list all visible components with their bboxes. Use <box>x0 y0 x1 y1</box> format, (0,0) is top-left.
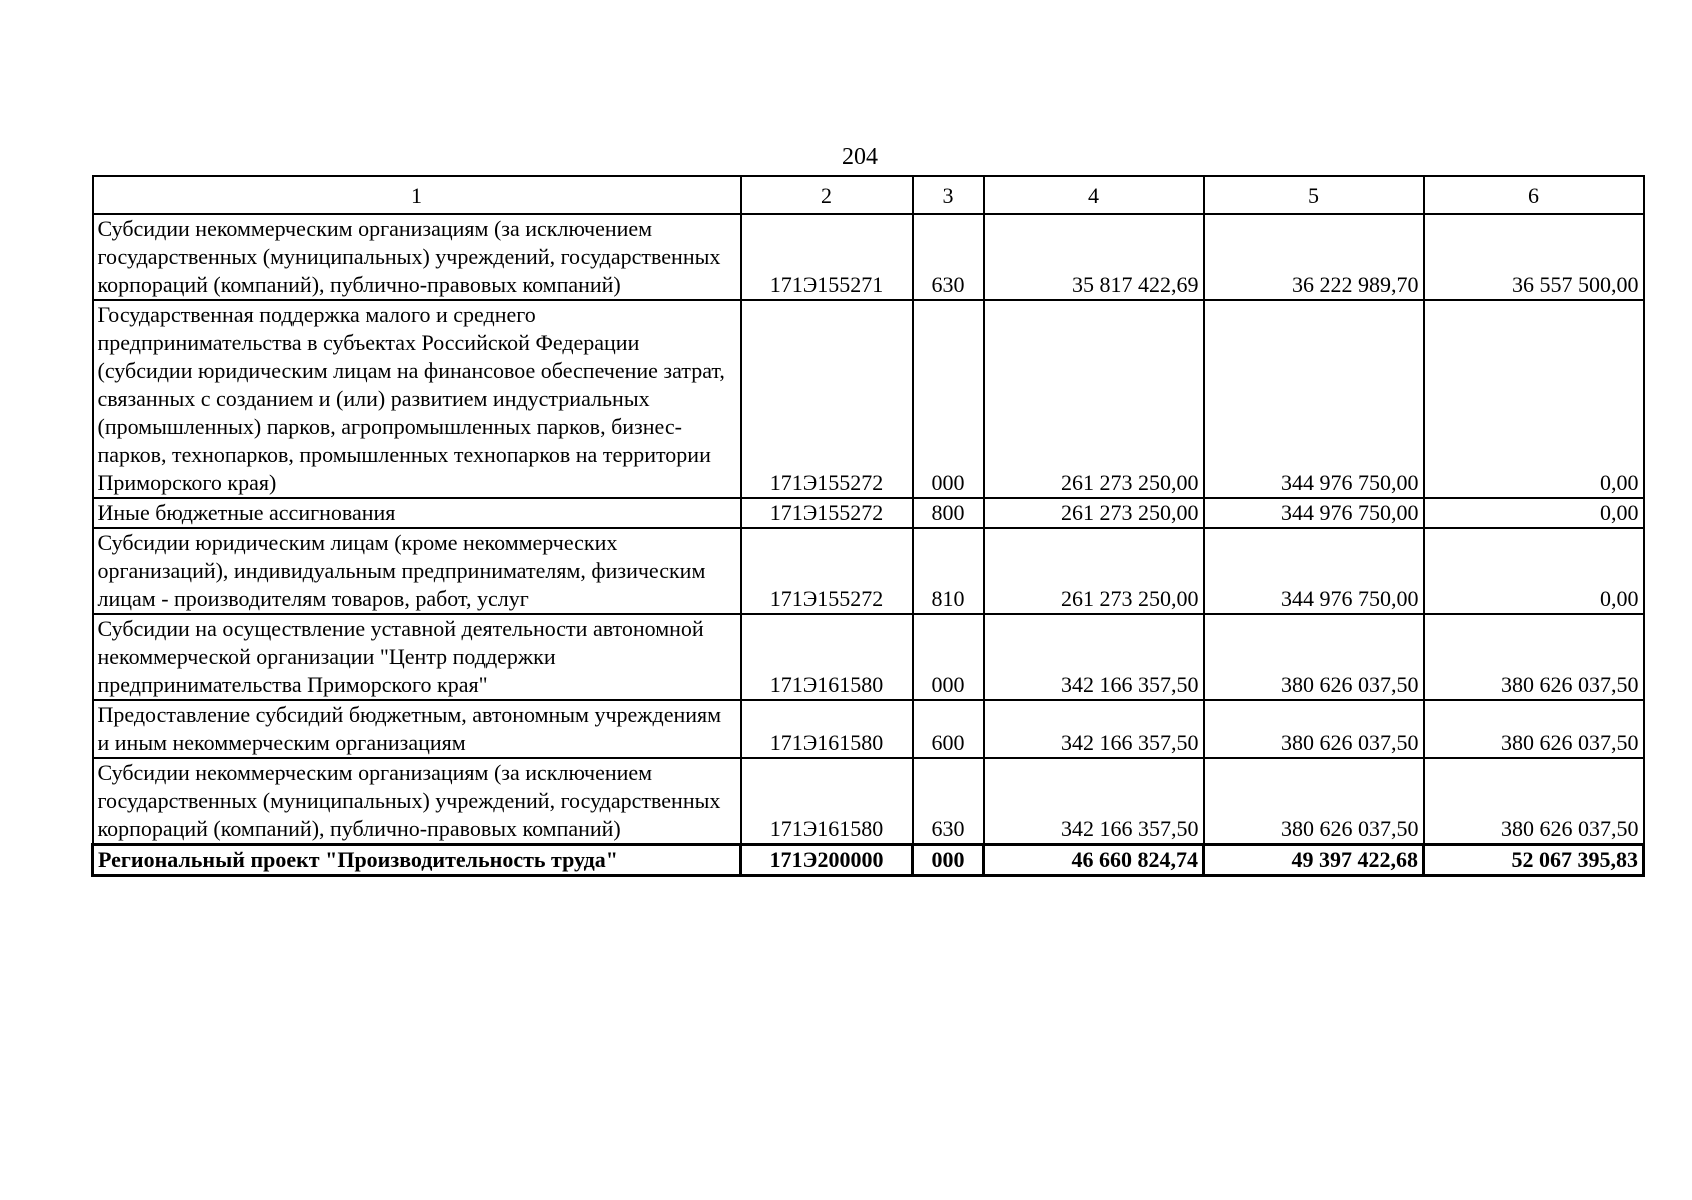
total-expense-type: 000 <box>913 845 984 876</box>
row-expense-type: 630 <box>913 758 984 845</box>
row-amount-col4: 261 273 250,00 <box>984 528 1204 614</box>
row-amount-col6: 380 626 037,50 <box>1424 758 1644 845</box>
table-row <box>93 758 1644 845</box>
row-amount-col5: 36 222 989,70 <box>1204 214 1424 300</box>
row-amount-col6: 36 557 500,00 <box>1424 214 1644 300</box>
table-row <box>93 498 1644 528</box>
total-target-code: 171Э200000 <box>741 845 913 876</box>
column-header-1: 1 <box>93 176 741 214</box>
column-header-4: 4 <box>984 176 1204 214</box>
row-target-code: 171Э155272 <box>741 498 913 528</box>
row-amount-col6: 0,00 <box>1424 498 1644 528</box>
row-amount-col6: 0,00 <box>1424 528 1644 614</box>
row-expense-type: 000 <box>913 614 984 700</box>
row-expense-type: 600 <box>913 700 984 758</box>
row-amount-col4: 261 273 250,00 <box>984 498 1204 528</box>
total-description: Региональный проект "Производительность труда" <box>93 845 741 876</box>
row-description: Государственная поддержка малого и среднего предпринимательства в субъектах Российской Федерации (субсидии юридическим лицам на финансовое обеспечение затрат, связанных с созданием и (или) развитием индустриальных (промышленных) парков, агропромышленных парков, бизнес-парков, технопарков, промышленных технопарков на территории Приморского края) <box>93 300 741 498</box>
row-expense-type: 000 <box>913 300 984 498</box>
row-expense-type: 630 <box>913 214 984 300</box>
table-row <box>93 614 1644 700</box>
row-target-code: 171Э155271 <box>741 214 913 300</box>
row-amount-col4: 342 166 357,50 <box>984 700 1204 758</box>
row-expense-type: 800 <box>913 498 984 528</box>
row-target-code: 171Э161580 <box>741 758 913 845</box>
row-amount-col4: 35 817 422,69 <box>984 214 1204 300</box>
row-amount-col6: 380 626 037,50 <box>1424 700 1644 758</box>
table-row <box>93 300 1644 498</box>
row-amount-col6: 0,00 <box>1424 300 1644 498</box>
total-row <box>93 845 1644 876</box>
table-body <box>93 214 1644 876</box>
row-description: Предоставление субсидий бюджетным, автономным учреждениям и иным некоммерческим организациям <box>93 700 741 758</box>
row-description: Субсидии некоммерческим организациям (за исключением государственных (муниципальных) учреждений, государственных корпораций (компаний), публично-правовых компаний) <box>93 758 741 845</box>
column-header-6: 6 <box>1424 176 1644 214</box>
row-amount-col6: 380 626 037,50 <box>1424 614 1644 700</box>
column-header-3: 3 <box>913 176 984 214</box>
row-amount-col4: 342 166 357,50 <box>984 758 1204 845</box>
table-header <box>93 176 1644 214</box>
column-header-2: 2 <box>741 176 913 214</box>
row-target-code: 171Э155272 <box>741 300 913 498</box>
total-amount-col6: 52 067 395,83 <box>1424 845 1644 876</box>
table-row <box>93 528 1644 614</box>
page-number: 204 <box>842 144 878 170</box>
row-description: Субсидии некоммерческим организациям (за исключением государственных (муниципальных) учреждений, государственных корпораций (компаний), публично-правовых компаний) <box>93 214 741 300</box>
row-amount-col5: 344 976 750,00 <box>1204 498 1424 528</box>
row-amount-col5: 380 626 037,50 <box>1204 700 1424 758</box>
row-description: Субсидии на осуществление уставной деятельности автономной некоммерческой организации "Центр поддержки предпринимательства Приморского края" <box>93 614 741 700</box>
row-amount-col4: 342 166 357,50 <box>984 614 1204 700</box>
budget-table <box>91 175 1645 877</box>
column-header-5: 5 <box>1204 176 1424 214</box>
row-target-code: 171Э161580 <box>741 614 913 700</box>
row-expense-type: 810 <box>913 528 984 614</box>
row-amount-col5: 344 976 750,00 <box>1204 300 1424 498</box>
row-amount-col4: 261 273 250,00 <box>984 300 1204 498</box>
header-row <box>93 176 1644 214</box>
total-amount-col5: 49 397 422,68 <box>1204 845 1424 876</box>
table-row <box>93 214 1644 300</box>
table-row <box>93 700 1644 758</box>
row-amount-col5: 380 626 037,50 <box>1204 758 1424 845</box>
row-target-code: 171Э161580 <box>741 700 913 758</box>
row-amount-col5: 344 976 750,00 <box>1204 528 1424 614</box>
row-target-code: 171Э155272 <box>741 528 913 614</box>
row-amount-col5: 380 626 037,50 <box>1204 614 1424 700</box>
row-description: Иные бюджетные ассигнования <box>93 498 741 528</box>
total-amount-col4: 46 660 824,74 <box>984 845 1204 876</box>
row-description: Субсидии юридическим лицам (кроме некоммерческих организаций), индивидуальным предпринимателям, физическим лицам - производителям товаров, работ, услуг <box>93 528 741 614</box>
